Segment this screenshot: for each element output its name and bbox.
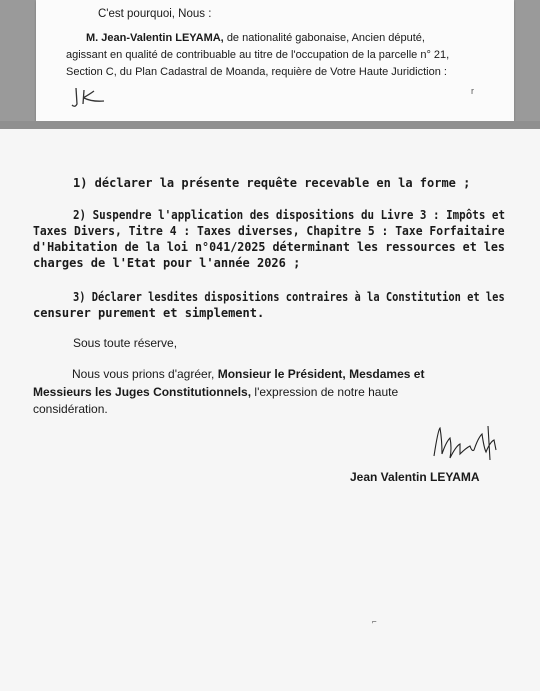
requester-line-2: agissant en qualité de contribuable au titre de l'occupation de la parcelle n° 21, <box>66 49 450 61</box>
requester-description: de nationalité gabonaise, Ancien député, <box>226 32 425 44</box>
request-item-3-line-1: 3) Déclarer lesdites dispositions contraires à la Constitution et les <box>73 290 505 304</box>
closing-start: Nous vous prions d'agréer, <box>72 367 215 381</box>
request-item-2-line-2: Taxes Divers, Titre 4 : Taxes diverses, Chapitre 5 : Taxe Forfaitaire <box>33 224 505 238</box>
requester-name: M. Jean-Valentin LEYAMA, <box>86 32 224 44</box>
requester-line-1 <box>86 32 425 44</box>
reserve-line: Sous toute réserve, <box>73 336 178 350</box>
closing-line-3: considération. <box>33 402 108 416</box>
stray-mark: ⌐ <box>372 617 377 626</box>
request-item-1: 1) déclarer la présente requête recevable en la forme ; <box>73 176 471 190</box>
page-separator <box>0 121 540 129</box>
handwritten-signature <box>430 420 510 466</box>
closing-expression: l'expression de notre haute <box>254 385 399 399</box>
requester-line-3: Section C, du Plan Cadastral de Moanda, requière de Votre Haute Juridiction : <box>66 66 447 78</box>
closing-line-1 <box>72 367 424 381</box>
closing-addressee-1: Monsieur le Président, Mesdames et <box>217 367 425 381</box>
corner-mark: r <box>471 86 474 96</box>
request-item-2-line-1: 2) Suspendre l'application des dispositions du Livre 3 : Impôts et <box>73 208 506 222</box>
request-item-2-line-4: charges de l'Etat pour l'année 2026 ; <box>33 256 301 270</box>
closing-addressee-2: Messieurs les Juges Constitutionnels, <box>33 385 252 399</box>
closing-line-2 <box>33 385 398 399</box>
request-item-3-line-2: censurer purement et simplement. <box>33 306 265 320</box>
signatory-name: Jean Valentin LEYAMA <box>350 470 480 484</box>
intro-line: C'est pourquoi, Nous : <box>98 8 212 20</box>
request-item-2-line-3: d'Habitation de la loi n°041/2025 déterminant les ressources et les <box>33 240 505 254</box>
initials-signature <box>70 86 110 110</box>
